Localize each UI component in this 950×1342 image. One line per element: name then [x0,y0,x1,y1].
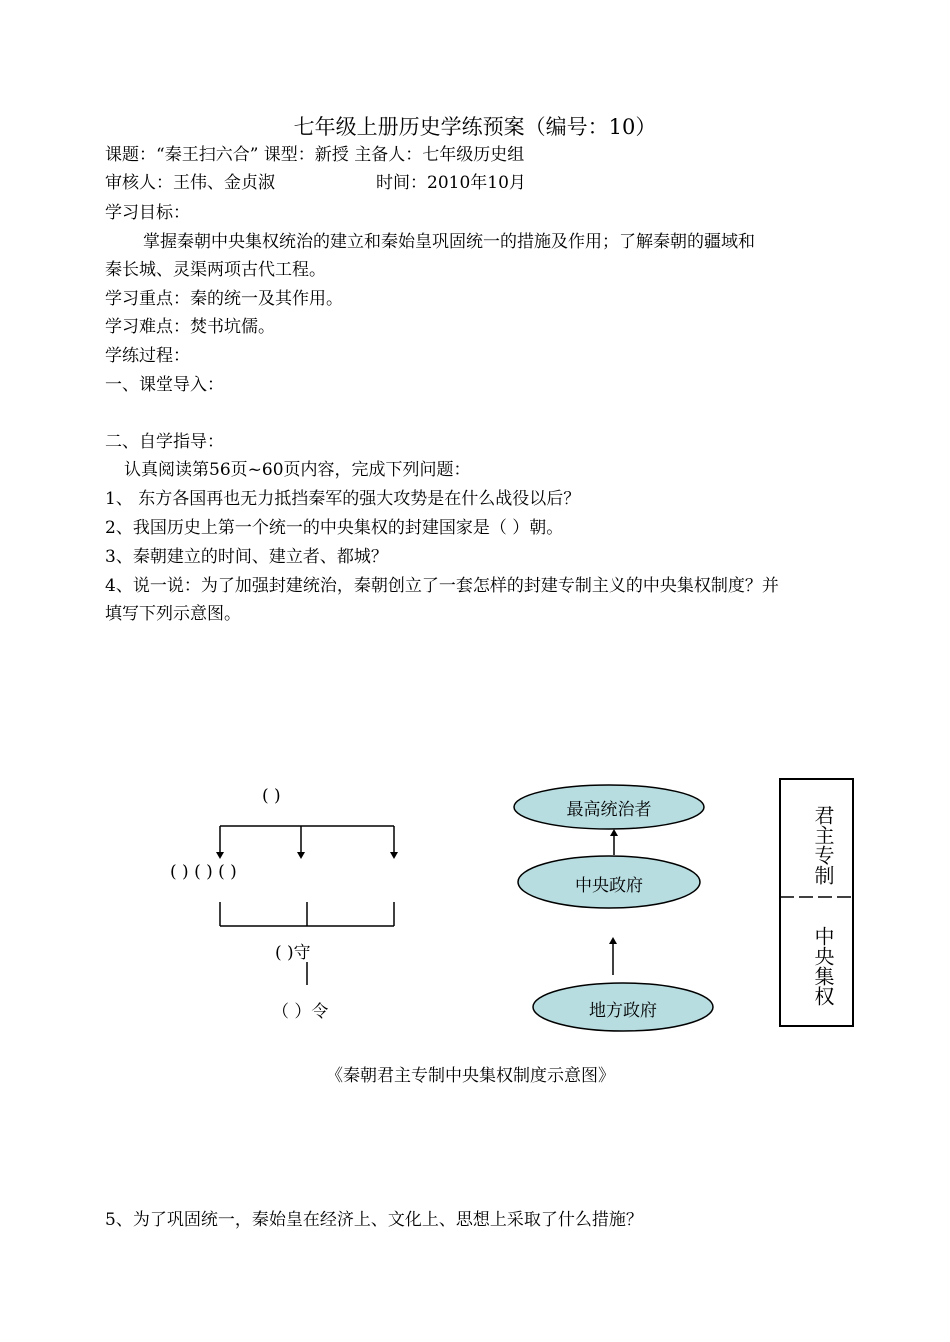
reading-instruction: 认真阅读第56页~60页内容，完成下列问题： [124,460,471,480]
ellipse-top-label: 最高统治者 [566,800,652,820]
process-label: 学练过程： [105,346,190,366]
section-1-heading: 一、课堂导入： [105,375,224,395]
question-2: 2、我国历史上第一个统一的中央集权的封建国家是（ ）朝。 [105,518,564,538]
box-upper-text: 君主专制 [811,805,835,885]
ellipse-bottom-label: 地方政府 [589,1001,657,1021]
question-1: 1、 东方各国再也无力抵挡秦军的强大攻势是在什么战役以后？ [105,489,581,509]
question-4-line-2: 填写下列示意图。 [105,604,241,624]
question-5: 5、为了巩固统一，秦始皇在经济上、文化上、思想上采取了什么措施？ [105,1210,643,1230]
header-time: 时间：2010年10月 [376,173,526,193]
question-4-line-1: 4、说一说：为了加强封建统治，秦朝创立了一套怎样的封建专制主义的中央集权制度？并 [105,576,779,596]
header-reviewers: 审核人：王伟、金贞淑 [105,173,275,193]
blank-ling: （ ）令 [272,1002,329,1022]
box-lower-text: 中央集权 [811,926,835,1006]
document-title: 七年级上册历史学练预案（编号：10） [293,115,657,139]
ellipse-mid-label: 中央政府 [575,876,643,896]
diagram-caption: 《秦朝君主专制中央集权制度示意图》 [326,1066,615,1086]
objectives-text-2: 秦长城、灵渠两项古代工程。 [105,260,326,280]
difficult-point: 学习难点：焚书坑儒。 [105,317,275,337]
blank-top-label: ( ) [262,786,281,806]
header-course-line: 课题：“秦王扫六合” 课型：新授 主备人：七年级历史组 [105,145,525,165]
key-point: 学习重点：秦的统一及其作用。 [105,289,343,309]
question-3: 3、秦朝建立的时间、建立者、都城？ [105,547,388,567]
blank-shou: ( )守 [275,943,311,963]
objectives-text-1: 掌握秦朝中央集权统治的建立和秦始皇巩固统一的措施及作用；了解秦朝的疆域和 [143,232,755,252]
left-tree-arrowheads [216,852,398,859]
blank-three-offices: ( ) ( ) ( ) [170,862,237,882]
section-2-heading: 二、自学指导： [105,432,224,452]
objectives-label: 学习目标： [105,203,190,223]
